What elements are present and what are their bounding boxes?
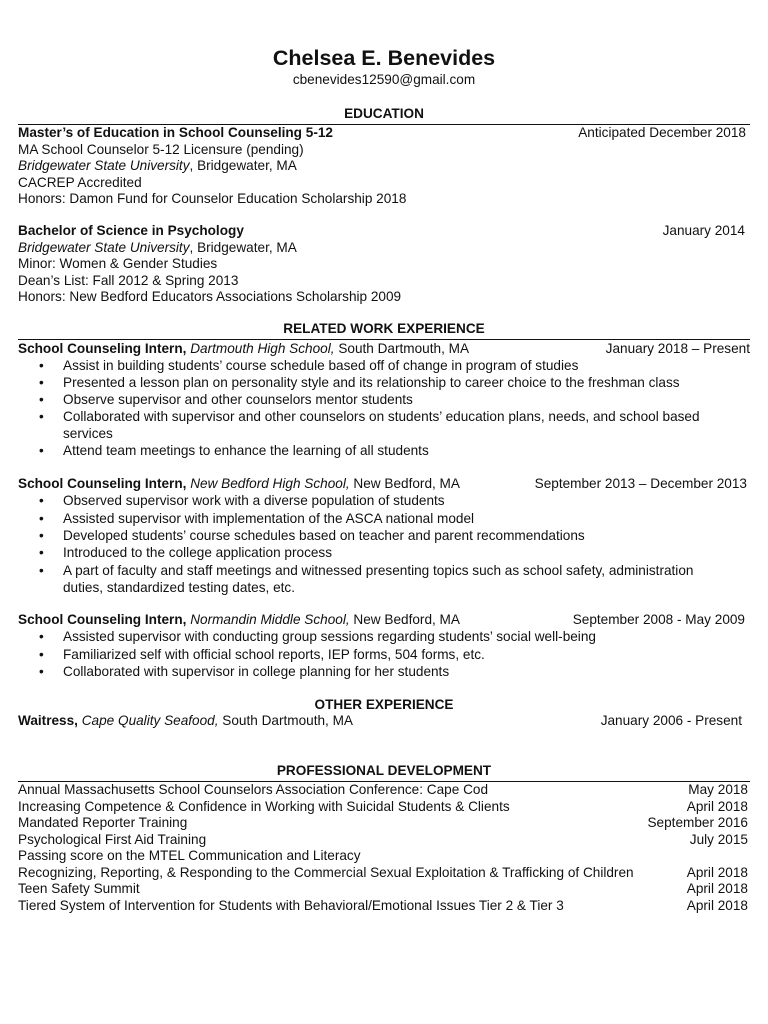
job-new-bedford-high-role: School Counseling Intern, xyxy=(18,476,187,491)
development-item xyxy=(18,815,750,832)
job-new-bedford-high-org: New Bedford High School, xyxy=(190,476,350,491)
degree-masters-honors: Honors: Damon Fund for Counselor Education Scholarship 2018 xyxy=(18,191,407,207)
job-normandin-bullet: • Assisted supervisor with conducting group sessions regarding students’ social well-being xyxy=(63,629,596,646)
degree-masters-school-name: Bridgewater State University xyxy=(18,158,190,174)
job-normandin-bullet: • Collaborated with supervisor in college planning for her students xyxy=(63,664,449,681)
job-normandin-role: School Counseling Intern, xyxy=(18,612,187,627)
development-item xyxy=(18,881,750,898)
degree-masters-date: Anticipated December 2018 xyxy=(578,125,746,140)
education-heading: EDUCATION xyxy=(344,106,424,121)
job-waitress-date: January 2006 - Present xyxy=(600,713,742,728)
job-new-bedford-high-location: New Bedford, MA xyxy=(353,476,460,491)
job-dartmouth-date: January 2018 – Present xyxy=(605,341,750,356)
development-item xyxy=(18,865,750,882)
development-item-name: Mandated Reporter Training xyxy=(18,815,188,830)
degree-bachelors-school xyxy=(18,240,750,257)
job-waitress xyxy=(18,713,750,730)
degree-masters xyxy=(18,125,750,142)
development-item-date: April 2018 xyxy=(686,864,748,880)
work-rule xyxy=(18,339,750,340)
degree-masters-accreditation: CACREP Accredited xyxy=(18,174,142,190)
job-dartmouth-bullet: • Assist in building students’ course schedule based off of change in program of studies xyxy=(63,358,578,375)
development-item-name: Passing score on the MTEL Communication and Literacy xyxy=(18,848,361,863)
development-item-name: Psychological First Aid Training xyxy=(18,831,207,847)
job-new-bedford-high-bullet-continuation: duties, standardized testing dates, etc. xyxy=(63,579,295,595)
degree-masters-school xyxy=(18,158,750,175)
job-dartmouth-org: Dartmouth High School, xyxy=(190,341,335,356)
job-waitress-location: South Dartmouth, MA xyxy=(222,713,353,728)
development-item xyxy=(18,782,750,799)
job-new-bedford-high-bullet: • Observed supervisor work with a diverse population of students xyxy=(63,493,445,510)
job-new-bedford-high-bullet: • A part of faculty and staff meetings and witnessed presenting topics such as school safety, administration xyxy=(63,563,693,580)
development-item-date: September 2016 xyxy=(647,815,748,830)
job-new-bedford-high xyxy=(18,476,750,493)
degree-masters-location: , Bridgewater, MA xyxy=(189,158,297,174)
job-normandin-location: New Bedford, MA xyxy=(353,612,460,627)
job-dartmouth-role: School Counseling Intern, xyxy=(18,341,187,356)
other-heading: OTHER EXPERIENCE xyxy=(314,697,454,712)
degree-bachelors-minor: Minor: Women & Gender Studies xyxy=(18,256,218,272)
development-heading: PROFESSIONAL DEVELOPMENT xyxy=(276,763,492,778)
development-item-date: April 2018 xyxy=(686,881,748,896)
degree-masters-name: Master’s of Education in School Counseling 5-12 xyxy=(18,125,333,140)
job-dartmouth-bullet: • Attend team meetings to enhance the learning of all students xyxy=(63,443,429,460)
development-item-name: Tiered System of Intervention for Students with Behavioral/Emotional Issues Tier 2 & Tier 3 xyxy=(18,897,564,913)
degree-bachelors-honors: Honors: New Bedford Educators Associations Scholarship 2009 xyxy=(18,289,402,305)
job-waitress-org: Cape Quality Seafood, xyxy=(81,713,219,728)
job-normandin xyxy=(18,612,750,629)
job-normandin-bullet: • Familiarized self with official school reports, IEP forms, 504 forms, etc. xyxy=(63,647,485,664)
development-item xyxy=(18,799,750,816)
development-item xyxy=(18,898,750,915)
job-dartmouth xyxy=(18,341,750,358)
development-item-name: Annual Massachusetts School Counselors Association Conference: Cape Cod xyxy=(18,782,489,797)
job-normandin-date: September 2008 - May 2009 xyxy=(572,612,745,627)
degree-bachelors-date: January 2014 xyxy=(662,223,745,238)
job-new-bedford-high-bullet: • Assisted supervisor with implementation of the ASCA national model xyxy=(63,511,474,528)
work-heading: RELATED WORK EXPERIENCE xyxy=(283,321,485,336)
development-item-date: July 2015 xyxy=(689,831,748,847)
job-new-bedford-high-bullet: • Introduced to the college application process xyxy=(63,545,332,562)
job-normandin-org: Normandin Middle School, xyxy=(190,612,350,627)
development-item xyxy=(18,848,750,865)
development-item-name: Teen Safety Summit xyxy=(18,881,140,896)
degree-masters-licensure: MA School Counselor 5-12 Licensure (pending) xyxy=(18,141,304,157)
degree-bachelors-location: , Bridgewater, MA xyxy=(189,239,297,255)
degree-bachelors-deans-list: Dean’s List: Fall 2012 & Spring 2013 xyxy=(18,272,239,288)
development-item-name: Increasing Competence & Confidence in Working with Suicidal Students & Clients xyxy=(18,798,510,814)
development-item-date: April 2018 xyxy=(686,798,748,814)
candidate-email: cbenevides12590@gmail.com xyxy=(292,72,476,87)
job-new-bedford-high-date: September 2013 – December 2013 xyxy=(534,476,747,491)
degree-bachelors-name: Bachelor of Science in Psychology xyxy=(18,223,244,238)
job-dartmouth-bullet-continuation: services xyxy=(63,426,113,441)
candidate-name: Chelsea E. Benevides xyxy=(272,46,496,70)
job-dartmouth-bullet: • Presented a lesson plan on personality style and its relationship to career choice to the freshman class xyxy=(63,375,680,392)
degree-bachelors xyxy=(18,223,750,240)
job-dartmouth-bullet: • Collaborated with supervisor and other counselors on students’ education plans, needs, and school based xyxy=(63,409,700,426)
development-item-date: May 2018 xyxy=(688,782,748,797)
job-dartmouth-location: South Dartmouth, MA xyxy=(338,341,470,356)
development-item xyxy=(18,832,750,849)
job-new-bedford-high-bullet: • Developed students’ course schedules based on teacher and parent recommendations xyxy=(63,528,585,545)
job-dartmouth-bullet: • Observe supervisor and other counselors mentor students xyxy=(63,392,413,409)
degree-bachelors-school-name: Bridgewater State University xyxy=(18,239,190,255)
development-item-name: Recognizing, Reporting, & Responding to the Commercial Sexual Exploitation & Trafficking of Children xyxy=(18,864,634,880)
development-item-date: April 2018 xyxy=(686,897,748,913)
job-waitress-role: Waitress, xyxy=(18,713,78,728)
